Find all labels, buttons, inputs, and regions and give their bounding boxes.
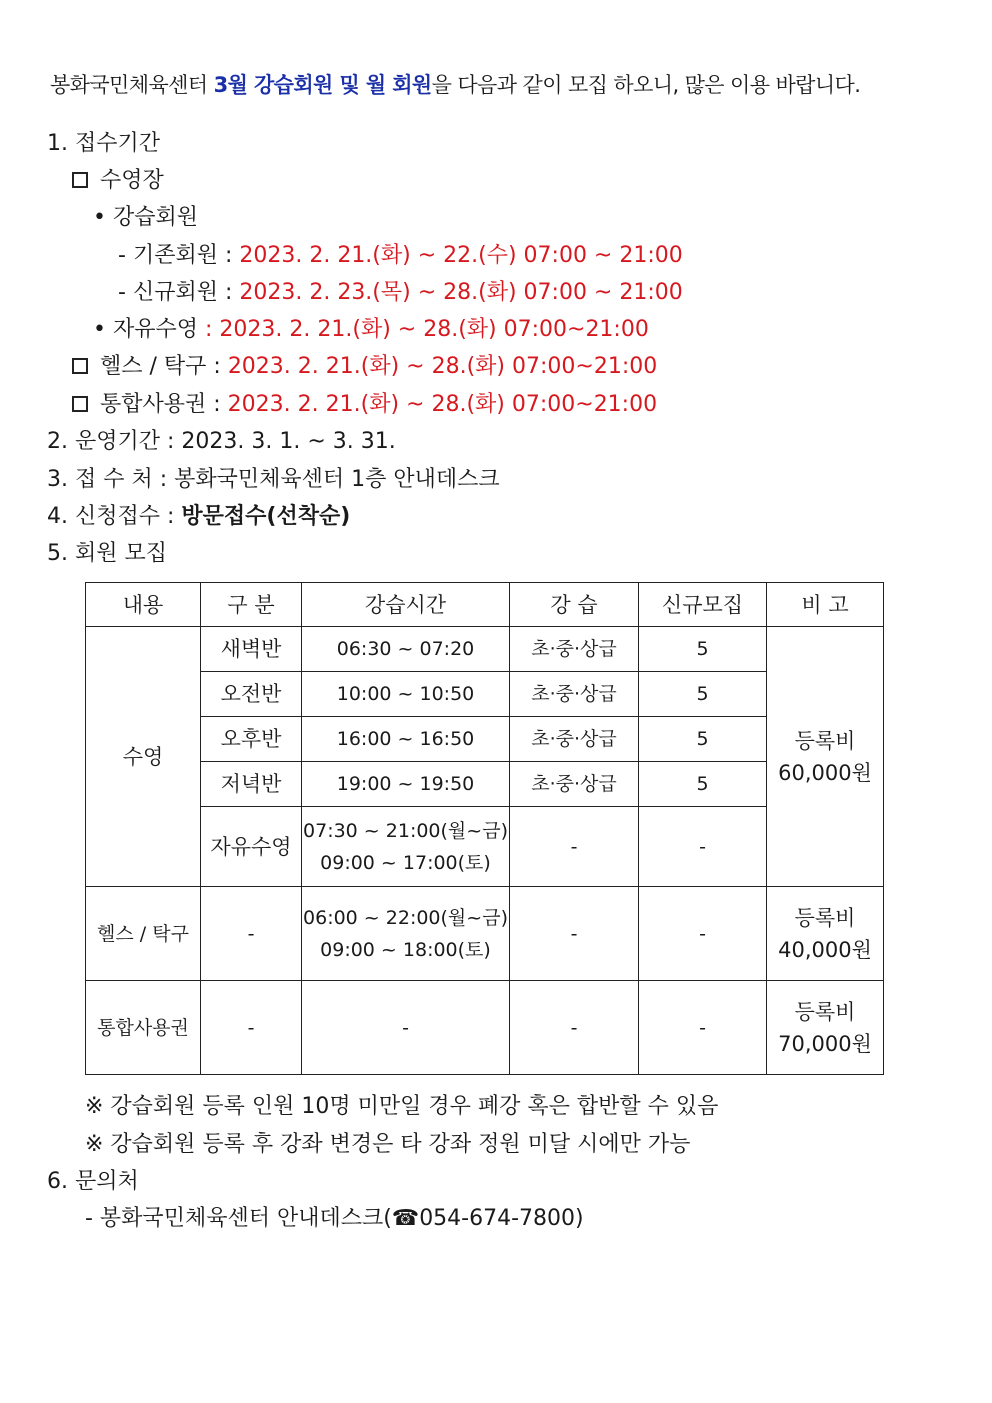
time-cell: 19:00 ~ 19:50 xyxy=(302,762,510,807)
quota-cell: 5 xyxy=(639,762,767,807)
existing-member-line xyxy=(118,241,683,271)
checkbox-icon xyxy=(72,172,88,188)
health-period: 2023. 2. 21.(화) ~ 28.(화) 07:00~21:00 xyxy=(227,354,658,379)
page-title xyxy=(50,70,860,100)
new-period: 2023. 2. 23.(목) ~ 28.(화) 07:00 ~ 21:00 xyxy=(239,280,683,305)
fee-label: 등록비 xyxy=(794,999,856,1024)
level-cell: - xyxy=(510,807,639,887)
quota-cell: 5 xyxy=(639,717,767,762)
title-highlight: 3월 강습회원 및 월 회원 xyxy=(213,73,432,97)
checkbox-icon xyxy=(72,358,88,374)
dash-icon: - xyxy=(118,280,133,305)
fee-label: 등록비 xyxy=(794,905,856,930)
pass-period: 2023. 2. 21.(화) ~ 28.(화) 07:00~21:00 xyxy=(227,392,658,417)
table-row xyxy=(86,672,884,717)
section-6: 6. 문의처 xyxy=(47,1169,139,1194)
table-row xyxy=(86,627,884,672)
header-cell: 신규모집 xyxy=(639,583,767,627)
section-4-value: 방문접수(선착순) xyxy=(181,504,351,529)
fee-amount: 40,000원 xyxy=(778,937,872,962)
section-5: 5. 회원 모집 xyxy=(47,541,167,566)
class-cell: - xyxy=(201,981,302,1075)
lesson-label: 강습회원 xyxy=(112,205,198,230)
section-4-label: 4. 신청접수 : xyxy=(47,504,182,529)
header-cell: 비 고 xyxy=(767,583,884,627)
table-row xyxy=(86,887,884,981)
section-3: 3. 접 수 처 : 봉화국민체육센터 1층 안내데스크 xyxy=(47,467,500,492)
level-cell: 초·중·상급 xyxy=(510,672,639,717)
quota-cell: - xyxy=(639,981,767,1075)
level-cell: - xyxy=(510,887,639,981)
pass-category: 통합사용권 xyxy=(86,981,201,1075)
health-category: 헬스 / 탁구 xyxy=(86,887,201,981)
header-cell: 강 습 xyxy=(510,583,639,627)
time-cell xyxy=(302,887,510,981)
free-period: 2023. 2. 21.(화) ~ 28.(화) 07:00~21:00 xyxy=(219,317,649,342)
time-weekday: 06:00 ~ 22:00(월~금) xyxy=(303,906,508,929)
lesson-item xyxy=(93,203,198,233)
pool-item xyxy=(72,166,164,196)
table-row xyxy=(86,717,884,762)
class-cell: 저녁반 xyxy=(201,762,302,807)
bullet-icon: • xyxy=(93,205,113,230)
header-cell: 강습시간 xyxy=(302,583,510,627)
time-weekday: 07:30 ~ 21:00(월~금) xyxy=(303,819,508,842)
existing-label: 기존회원 : xyxy=(132,243,233,268)
section-4 xyxy=(47,502,350,532)
level-cell: 초·중·상급 xyxy=(510,717,639,762)
class-cell: 자유수영 xyxy=(201,807,302,887)
header-cell: 구 분 xyxy=(201,583,302,627)
header-cell: 내용 xyxy=(86,583,201,627)
contact-line: - 봉화국민체육센터 안내데스크(☎054-674-7800) xyxy=(85,1206,584,1231)
new-label: 신규회원 : xyxy=(132,280,233,305)
class-cell: 새벽반 xyxy=(201,627,302,672)
existing-period: 2023. 2. 21.(화) ~ 22.(수) 07:00 ~ 21:00 xyxy=(239,243,683,268)
note-1: ※ 강습회원 등록 인원 10명 미만일 경우 폐강 혹은 합반할 수 있음 xyxy=(85,1094,719,1119)
level-cell: 초·중·상급 xyxy=(510,627,639,672)
level-cell: - xyxy=(510,981,639,1075)
swim-fee xyxy=(767,627,884,887)
pass-line xyxy=(72,390,657,420)
table-header-row xyxy=(86,583,884,627)
free-sep: : xyxy=(205,317,213,342)
health-line xyxy=(72,352,657,382)
health-fee xyxy=(767,887,884,981)
time-cell: 06:30 ~ 07:20 xyxy=(302,627,510,672)
checkbox-icon xyxy=(72,396,88,412)
pool-label: 수영장 xyxy=(100,168,164,193)
fee-amount: 70,000원 xyxy=(778,1031,872,1056)
time-saturday: 09:00 ~ 18:00(토) xyxy=(320,938,491,961)
free-label: 자유수영 xyxy=(112,317,198,342)
health-label: 헬스 / 탁구 : xyxy=(100,354,221,379)
new-member-line xyxy=(118,278,683,308)
fee-label: 등록비 xyxy=(794,728,856,753)
title-prefix: 봉화국민체육센터 xyxy=(50,73,214,97)
time-cell: - xyxy=(302,981,510,1075)
title-suffix: 을 다음과 같이 모집 하오니, 많은 이용 바랍니다. xyxy=(431,73,861,97)
time-saturday: 09:00 ~ 17:00(토) xyxy=(320,851,491,874)
class-cell: 오전반 xyxy=(201,672,302,717)
dash-icon: - xyxy=(118,243,133,268)
pass-fee xyxy=(767,981,884,1075)
fee-amount: 60,000원 xyxy=(778,760,872,785)
level-cell: 초·중·상급 xyxy=(510,762,639,807)
note-2: ※ 강습회원 등록 후 강좌 변경은 타 강좌 정원 미달 시에만 가능 xyxy=(85,1132,691,1157)
section-1-heading: 1. 접수기간 xyxy=(47,131,160,156)
table-row xyxy=(86,981,884,1075)
pass-label: 통합사용권 : xyxy=(100,392,221,417)
table-row xyxy=(86,762,884,807)
recruitment-table xyxy=(85,582,884,1075)
time-cell: 10:00 ~ 10:50 xyxy=(302,672,510,717)
quota-cell: - xyxy=(639,887,767,981)
quota-cell: 5 xyxy=(639,672,767,717)
section-2: 2. 운영기간 : 2023. 3. 1. ~ 3. 31. xyxy=(47,429,396,454)
swim-category: 수영 xyxy=(86,627,201,887)
class-cell: 오후반 xyxy=(201,717,302,762)
time-cell: 16:00 ~ 16:50 xyxy=(302,717,510,762)
table-row xyxy=(86,807,884,887)
class-cell: - xyxy=(201,887,302,981)
free-swim-line xyxy=(93,315,649,345)
time-cell xyxy=(302,807,510,887)
quota-cell: 5 xyxy=(639,627,767,672)
bullet-icon: • xyxy=(93,317,113,342)
quota-cell: - xyxy=(639,807,767,887)
